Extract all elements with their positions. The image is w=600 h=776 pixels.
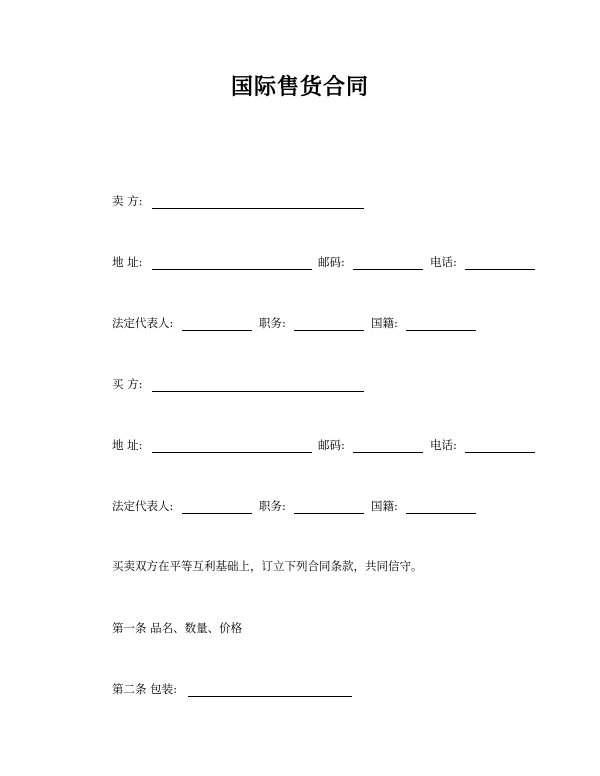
- buyer-address-blank[interactable]: [152, 452, 312, 453]
- buyer-postcode-blank[interactable]: [353, 452, 423, 453]
- seller-nationality-label: 国籍:: [371, 316, 398, 330]
- buyer-rep-blank[interactable]: [182, 513, 252, 514]
- buyer-phone-label: 电话:: [430, 438, 457, 452]
- buyer-position-blank[interactable]: [294, 513, 364, 514]
- seller-position-blank[interactable]: [294, 330, 364, 331]
- buyer-rep-label: 法定代表人:: [112, 499, 174, 513]
- seller-postcode-blank[interactable]: [353, 269, 423, 270]
- buyer-name-blank[interactable]: [152, 391, 364, 392]
- seller-phone-label: 电话:: [430, 255, 457, 269]
- buyer-position-label: 职务:: [259, 499, 286, 513]
- document-title: 国际售货合同: [230, 75, 369, 100]
- seller-name-blank[interactable]: [152, 208, 364, 209]
- seller-phone-blank[interactable]: [465, 269, 535, 270]
- seller-rep-blank[interactable]: [182, 330, 252, 331]
- seller-label: 卖 方:: [112, 194, 143, 208]
- buyer-postcode-label: 邮码:: [318, 438, 345, 452]
- seller-address-label: 地 址:: [112, 255, 143, 269]
- buyer-nationality-blank[interactable]: [406, 513, 476, 514]
- seller-postcode-label: 邮码:: [318, 255, 345, 269]
- preamble-text: 买卖双方在平等互利基础上，订立下列合同条款，共同信守。: [112, 559, 423, 573]
- seller-nationality-blank[interactable]: [406, 330, 476, 331]
- buyer-phone-blank[interactable]: [465, 452, 535, 453]
- packaging-blank[interactable]: [188, 696, 352, 697]
- article-2-label: 第二条 包装:: [112, 682, 178, 696]
- seller-position-label: 职务:: [259, 316, 286, 330]
- seller-address-blank[interactable]: [152, 269, 312, 270]
- buyer-nationality-label: 国籍:: [371, 499, 398, 513]
- buyer-address-label: 地 址:: [112, 438, 143, 452]
- seller-rep-label: 法定代表人:: [112, 316, 174, 330]
- buyer-label: 买 方:: [112, 377, 143, 391]
- article-1-heading: 第一条 品名、数量、价格: [112, 621, 243, 635]
